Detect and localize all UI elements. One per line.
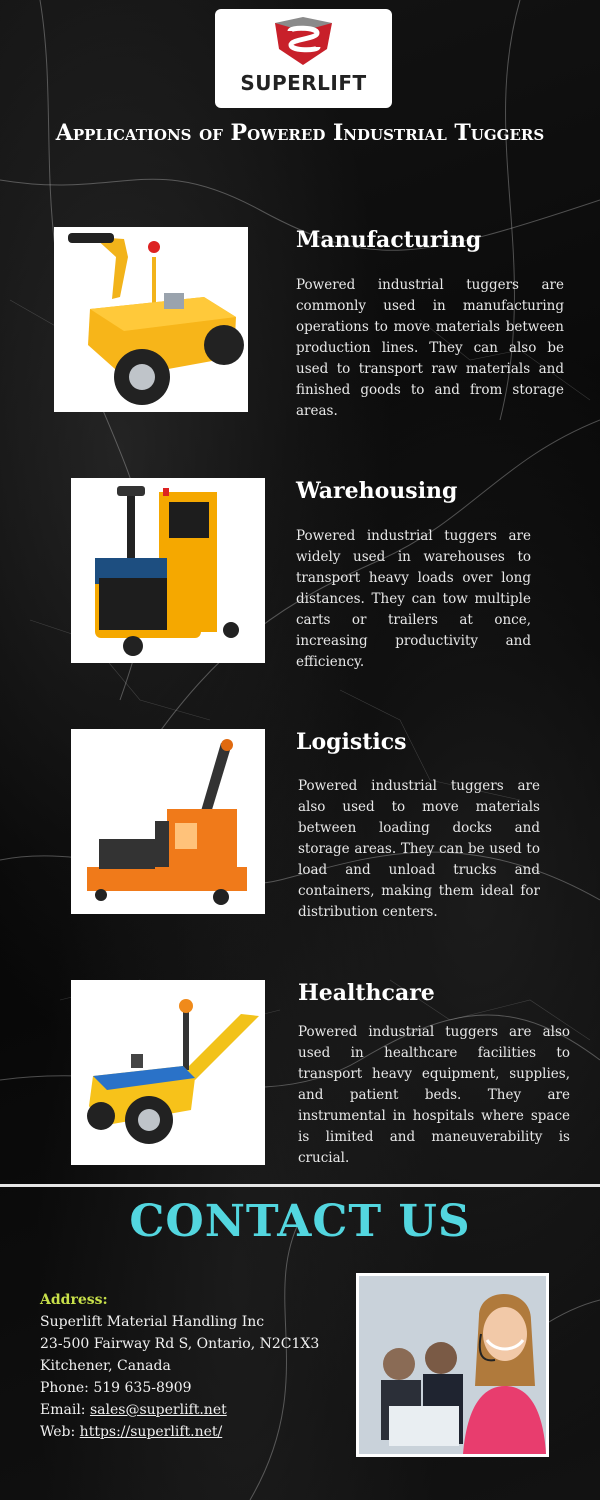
phone-number: Phone: 519 635-8909 xyxy=(40,1380,192,1396)
email-link[interactable]: sales@superlift.net xyxy=(89,1402,227,1418)
address-label: Address: xyxy=(40,1292,108,1308)
email-label: Email: xyxy=(40,1402,90,1418)
contact-details xyxy=(40,1289,350,1443)
city-address: Kitchener, Canada xyxy=(40,1358,171,1374)
section-title-warehousing: Warehousing xyxy=(296,478,458,504)
logo-wordmark: SUPERLIFT xyxy=(240,71,367,95)
warehousing-tugger-image xyxy=(71,478,265,663)
web-label: Web: xyxy=(40,1424,80,1440)
web-line xyxy=(40,1421,350,1443)
healthcare-tugger-image xyxy=(71,980,265,1165)
superlift-shield-icon xyxy=(215,9,392,71)
email-line xyxy=(40,1399,350,1421)
website-link[interactable]: https://superlift.net/ xyxy=(79,1424,223,1440)
section-text-healthcare: Powered industrial tuggers are also used in healthcare facilities to transport heavy equipment, supplies, and patient beds. They are instrumental in hospitals where space is limited and maneuverability is crucial. xyxy=(298,1024,570,1166)
street-address: 23-500 Fairway Rd S, Ontario, N2C1X3 xyxy=(40,1336,320,1352)
section-title-logistics: Logistics xyxy=(296,729,407,755)
section-title-healthcare: Healthcare xyxy=(298,980,435,1006)
superlift-logo[interactable] xyxy=(215,9,392,108)
section-text-logistics: Powered industrial tuggers are also used to move materials between loading docks and storage areas. They can be used to load and unload trucks and containers, making them ideal for distribution centers. xyxy=(298,778,540,920)
manufacturing-tugger-image xyxy=(54,227,248,412)
contact-title: CONTACT US xyxy=(129,1196,471,1247)
logistics-tugger-image xyxy=(71,729,265,914)
section-text-warehousing: Powered industrial tuggers are widely used in warehouses to transport heavy loads over long distances. They can tow multiple carts or trailers at once, increasing productivity and efficiency. xyxy=(296,528,531,670)
section-text-manufacturing: Powered industrial tuggers are commonly used in manufacturing operations to move materials between production lines. They can also be used to transport raw materials and finished goods to and from storage areas. xyxy=(296,277,564,419)
support-agent-image xyxy=(356,1273,549,1457)
company-name: Superlift Material Handling Inc xyxy=(40,1314,265,1330)
page-title: Applications of Powered Industrial Tuggers xyxy=(55,120,545,146)
section-title-manufacturing: Manufacturing xyxy=(296,227,482,253)
section-divider xyxy=(0,1184,600,1187)
